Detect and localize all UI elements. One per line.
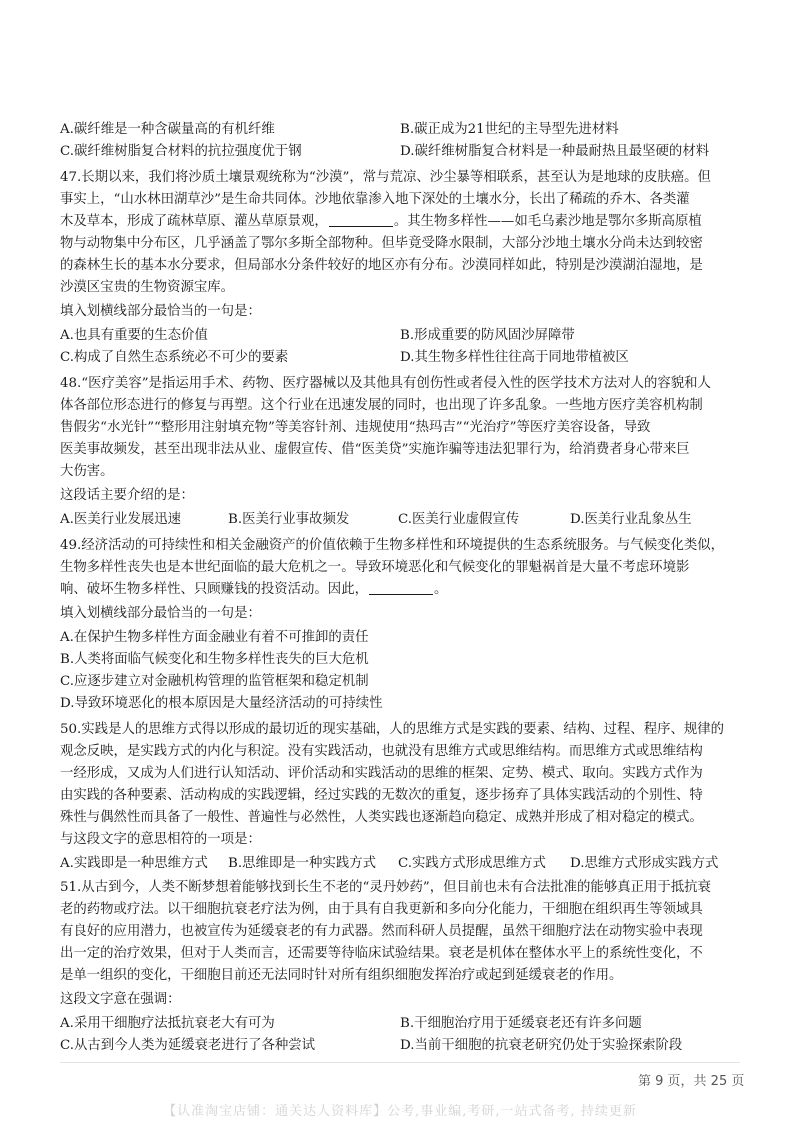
q47-fill-blank	[329, 212, 393, 227]
q46-option-a[interactable]: A.碳纤维是一种含碳量高的有机纤维	[60, 122, 275, 137]
q47-text-line: 物与动物集中分布区，几乎涵盖了鄂尔多斯全部物种。但毕竟受降水限制，大部分沙地土壤水分尚未达到较密	[60, 236, 703, 251]
q51-text-line: 51.从古到今，人类不断梦想着能够找到长生不老的“灵丹妙药”，但目前也未有合法批准的能够真正用于抵抗衰	[60, 880, 711, 895]
q50-text-line: 50.实践是人的思维方式得以形成的最切近的现实基础，人的思维方式是实践的要素、结构、过程、程序、规律的	[60, 722, 725, 737]
q51-option-a[interactable]: A.采用干细胞疗法抵抗衰老大有可为	[60, 1016, 275, 1031]
q49-text-segment: 。	[433, 582, 448, 597]
q47-text-line	[60, 212, 702, 232]
q51-option-b[interactable]: B.干细胞治疗用于延缓衰老还有许多问题	[400, 1016, 642, 1031]
page-number: 第 9 页，共 25 页	[638, 1074, 745, 1089]
q48-option-d[interactable]: D.医美行业乱象丛生	[570, 512, 692, 527]
q50-text-line: 殊性与偶然性而具备了一般性、普遍性与必然性，人类实践也逐渐趋向稳定、成熟并形成了相对稳定的模式。	[60, 810, 703, 825]
q48-text-line: 体各部位形态进行的修复与再塑。这个行业在迅速发展的同时，也出现了许多乱象。一些地方医疗美容机构制	[60, 398, 703, 413]
q49-option-b[interactable]: B.人类将面临气候变化和生物多样性丧失的巨大危机	[60, 652, 369, 667]
q50-option-c[interactable]: C.实践方式形成思维方式	[398, 856, 546, 871]
q51-prompt: 这段文字意在强调：	[60, 992, 181, 1007]
q48-text-line: 大伤害。	[60, 464, 114, 479]
q48-option-b[interactable]: B.医美行业事故频发	[228, 512, 350, 527]
q51-option-d[interactable]: D.当前干细胞的抗衰老研究仍处于实验探索阶段	[400, 1038, 683, 1053]
q50-text-line: 观念反映，是实践方式的内化与积淀。没有实践活动，也就没有思维方式或思维结构。而思维方式或思维结构	[60, 744, 703, 759]
q50-option-d[interactable]: D.思维方式形成实践方式	[570, 856, 719, 871]
q47-option-c[interactable]: C.构成了自然生态系统必不可少的要素	[60, 350, 289, 365]
footer-divider	[60, 1062, 740, 1063]
q46-option-c[interactable]: C.碳纤维树脂复合材料的抗拉强度优于钢	[60, 144, 302, 159]
q51-text-line: 老的药物或疗法。以干细胞抗衰老疗法为例，由于具有自我更新和多向分化能力，干细胞在组织再生等领域具	[60, 902, 703, 917]
q51-text-line: 是单一组织的变化，干细胞目前还无法同时针对所有组织细胞发挥治疗或起到延缓衰老的作用。	[60, 968, 623, 983]
q47-text-line: 事实上，“山水林田湖草沙”是生命共同体。沙地依靠渗入地下深处的土壤水分，长出了稀疏的乔木、各类灌	[60, 192, 690, 207]
q46-option-b[interactable]: B.碳正成为21世纪的主导型先进材料	[400, 122, 619, 137]
q50-option-b[interactable]: B.思维即是一种实践方式	[228, 856, 377, 871]
q48-text-line: 医美事故频发，甚至出现非法从业、虚假宣传、借“医美贷”实施诈骗等违法犯罪行为，给消费者身心带来巨	[60, 442, 690, 457]
q51-text-line: 出一定的治疗效果，但对于人类而言，还需要等待临床试验结果。衰老是机体在整体水平上的系统性变化，不	[60, 946, 703, 961]
q47-option-b[interactable]: B.形成重要的防风固沙屏障带	[400, 328, 575, 343]
q47-option-a[interactable]: A.也具有重要的生态价值	[60, 328, 208, 343]
q50-text-line: 由实践的各种要素、活动构成的实践逻辑，经过实践的无数次的重复，逐步扬弃了具体实践活动的个别性、特	[60, 788, 703, 803]
q46-option-d[interactable]: D.碳纤维树脂复合材料是一种最耐热且最坚硬的材料	[400, 144, 710, 159]
q48-prompt: 这段话主要介绍的是：	[60, 488, 194, 503]
q48-option-c[interactable]: C.医美行业虚假宣传	[398, 512, 520, 527]
q48-text-line: 售假劣“水光针”“整形用注射填充物”等美容针剂、违规使用“热玛吉”“光治疗”等医疗美容设备，导致	[60, 420, 651, 435]
q51-option-c[interactable]: C.从古到今人类为延缓衰老进行了各种尝试	[60, 1038, 316, 1053]
q49-option-d[interactable]: D.导致环境恶化的根本原因是大量经济活动的可持续性	[60, 696, 383, 711]
q47-prompt: 填入划横线部分最恰当的一句是：	[60, 304, 261, 319]
q47-option-d[interactable]: D.其生物多样性往往高于同地带植被区	[400, 350, 629, 365]
q49-prompt: 填入划横线部分最恰当的一句是：	[60, 606, 261, 621]
q49-option-a[interactable]: A.在保护生物多样性方面金融业有着不可推卸的责任	[60, 630, 369, 645]
q47-text-segment: 木及草本，形成了疏林草原、灌丛草原景观，	[60, 214, 328, 229]
q50-text-line: 一经形成，又成为人们进行认知活动、评价活动和实践活动的思维的框架、定势、模式、取向。实践方式作为	[60, 766, 703, 781]
q47-text-segment: 。其生物多样性——如毛乌素沙地是鄂尔多斯高原植	[393, 214, 702, 229]
q49-text-line: 49.经济活动的可持续性和相关金融资产的价值依赖于生物多样性和环境提供的生态系统服务。与气候变化类似，	[60, 538, 725, 553]
q47-text-line: 47.长期以来，我们将沙质土壤景观统称为“沙漠”，常与荒凉、沙尘暴等相联系，甚至认为是地球的皮肤癌。但	[60, 170, 711, 185]
q50-option-a[interactable]: A.实践即是一种思维方式	[60, 856, 208, 871]
q47-text-line: 的森林生长的基本水分要求，但局部水分条件较好的地区亦有分布。沙漠同样如此，特别是沙漠湖泊湿地，是	[60, 258, 703, 273]
q48-text-line: 48.“医疗美容”是指运用手术、药物、医疗器械以及其他具有创伤性或者侵入性的医学技术方法对人的容貌和人	[60, 376, 711, 391]
q49-text-line: 生物多样性丧失也是本世纪面临的最大危机之一。导致环境恶化和气候变化的罪魁祸首是大量不考虑环境影	[60, 560, 690, 575]
q49-text-line	[60, 580, 447, 600]
q49-option-c[interactable]: C.应逐步建立对金融机构管理的监管框架和稳定机制	[60, 674, 369, 689]
q49-text-segment: 响、破坏生物多样性、只顾赚钱的投资活动。因此，	[60, 582, 368, 597]
q50-prompt: 与这段文字的意思相符的一项是：	[60, 832, 261, 847]
q49-fill-blank	[369, 580, 433, 595]
q48-option-a[interactable]: A.医美行业发展迅速	[60, 512, 182, 527]
watermark-text: 【认准淘宝店铺：通关达人资料库】公考,事业编,考研,一站式备考, 持续更新	[163, 1104, 637, 1119]
q51-text-line: 有良好的应用潜力，也被宣传为延缓衰老的有力武器。然而科研人员提醒，虽然干细胞疗法在动物实验中表现	[60, 924, 703, 939]
q47-text-line: 沙漠区宝贵的生物资源宝库。	[60, 280, 235, 295]
